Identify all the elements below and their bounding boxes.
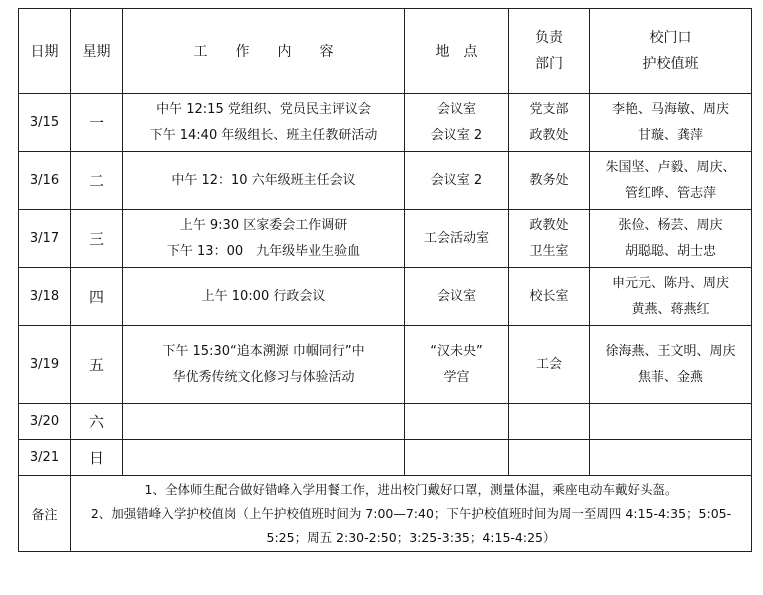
content-cell	[123, 152, 405, 210]
duty-cell	[590, 94, 752, 152]
notes-label: 备注	[19, 476, 71, 552]
content-line: 上午 9:30 区家委会工作调研	[179, 217, 348, 233]
content-line: 中午 12:15 党组织、党员民主评议会	[156, 101, 371, 117]
content-cell	[123, 210, 405, 268]
duty-line: 管红晔、管志萍	[624, 185, 716, 201]
duty-line: 甘璇、龚萍	[637, 127, 703, 143]
table-row	[19, 94, 752, 152]
header-duty	[590, 9, 752, 94]
weekday-cell: 四	[71, 268, 123, 326]
content-cell	[123, 326, 405, 404]
weekday-cell: 六	[71, 404, 123, 440]
content-cell	[123, 404, 405, 440]
dept-line: 工会	[535, 356, 562, 372]
header-row	[19, 9, 752, 94]
dept-cell	[509, 268, 590, 326]
duty-cell	[590, 268, 752, 326]
dept-line: 卫生室	[529, 243, 569, 259]
dept-cell	[509, 404, 590, 440]
header-weekday: 星期	[71, 9, 123, 94]
location-cell	[405, 440, 509, 476]
duty-cell	[590, 440, 752, 476]
duty-line: 黄燕、蒋燕红	[631, 301, 710, 317]
table-row	[19, 440, 752, 476]
content-cell	[123, 268, 405, 326]
header-content: 工 作 内 容	[123, 9, 405, 94]
table-row	[19, 210, 752, 268]
dept-line: 党支部	[529, 101, 569, 117]
location-line: 会议室 2	[430, 127, 483, 143]
dept-line: 政教处	[529, 217, 569, 233]
date-cell: 3/18	[19, 268, 71, 326]
location-cell	[405, 210, 509, 268]
duty-cell	[590, 404, 752, 440]
location-line: 会议室 2	[430, 172, 483, 188]
dept-cell	[509, 210, 590, 268]
weekday-cell: 日	[71, 440, 123, 476]
location-cell	[405, 326, 509, 404]
content-line: 中午 12：10 六年级班主任会议	[171, 172, 356, 188]
date-cell: 3/20	[19, 404, 71, 440]
location-line: “汉未央”	[430, 343, 483, 359]
date-cell: 3/17	[19, 210, 71, 268]
dept-cell	[509, 440, 590, 476]
content-line: 华优秀传统文化修习与体验活动	[172, 369, 355, 385]
content-cell	[123, 440, 405, 476]
header-duty-line2: 护校值班	[642, 56, 699, 72]
date-cell: 3/21	[19, 440, 71, 476]
table-row	[19, 326, 752, 404]
location-cell	[405, 152, 509, 210]
notes-content	[71, 476, 752, 552]
weekday-cell: 二	[71, 152, 123, 210]
notes-line-2: 2、加强错峰入学护校值岗（上午护校值班时间为 7:00—7:40；下午护校值班时间为周一至周四 4:15-4:35；5:05-5:25；周五 2:30-2:50；3:25-3:35；4:15-4:25）	[90, 505, 732, 545]
duty-line: 李艳、马海敏、周庆	[611, 101, 729, 117]
header-date: 日期	[19, 9, 71, 94]
dept-cell	[509, 152, 590, 210]
location-line: 学宫	[443, 369, 470, 385]
date-cell: 3/16	[19, 152, 71, 210]
duty-line: 徐海燕、王文明、周庆	[605, 343, 736, 359]
location-line: 工会活动室	[423, 230, 489, 246]
header-location: 地 点	[405, 9, 509, 94]
header-dept-line1: 负责	[535, 30, 563, 46]
weekday-cell: 一	[71, 94, 123, 152]
content-line: 上午 10:00 行政会议	[201, 288, 326, 304]
duty-cell	[590, 152, 752, 210]
duty-line: 张俭、杨芸、周庆	[618, 217, 723, 233]
location-line: 会议室	[436, 101, 476, 117]
duty-cell	[590, 210, 752, 268]
duty-cell	[590, 326, 752, 404]
location-cell	[405, 268, 509, 326]
date-cell: 3/19	[19, 326, 71, 404]
date-cell: 3/15	[19, 94, 71, 152]
table-row	[19, 268, 752, 326]
content-line: 下午 14:40 年级组长、班主任教研活动	[149, 127, 378, 143]
content-line: 下午 15:30“追本溯源 巾帼同行”中	[162, 343, 365, 359]
table-row	[19, 404, 752, 440]
table-row	[19, 152, 752, 210]
content-line: 下午 13：00 九年级毕业生验血	[166, 243, 361, 259]
dept-line: 政教处	[529, 127, 569, 143]
header-dept-line2: 部门	[535, 56, 563, 72]
weekday-cell: 五	[71, 326, 123, 404]
header-duty-line1: 校门口	[649, 30, 692, 46]
header-dept	[509, 9, 590, 94]
dept-cell	[509, 94, 590, 152]
notes-line-1: 1、全体师生配合做好错峰入学用餐工作，进出校门戴好口罩，测量体温，乘座电动车戴好头盔。	[144, 481, 678, 497]
duty-line: 焦菲、金燕	[637, 369, 703, 385]
dept-cell	[509, 326, 590, 404]
location-line: 会议室	[436, 288, 476, 304]
location-cell	[405, 94, 509, 152]
location-cell	[405, 404, 509, 440]
duty-line: 申元元、陈丹、周庆	[611, 275, 729, 291]
duty-line: 胡聪聪、胡士忠	[624, 243, 716, 259]
content-cell	[123, 94, 405, 152]
dept-line: 教务处	[529, 172, 569, 188]
weekly-schedule-table	[18, 8, 752, 552]
dept-line: 校长室	[529, 288, 569, 304]
duty-line: 朱国坚、卢毅、周庆、	[605, 159, 736, 175]
notes-row	[19, 476, 752, 552]
weekday-cell: 三	[71, 210, 123, 268]
